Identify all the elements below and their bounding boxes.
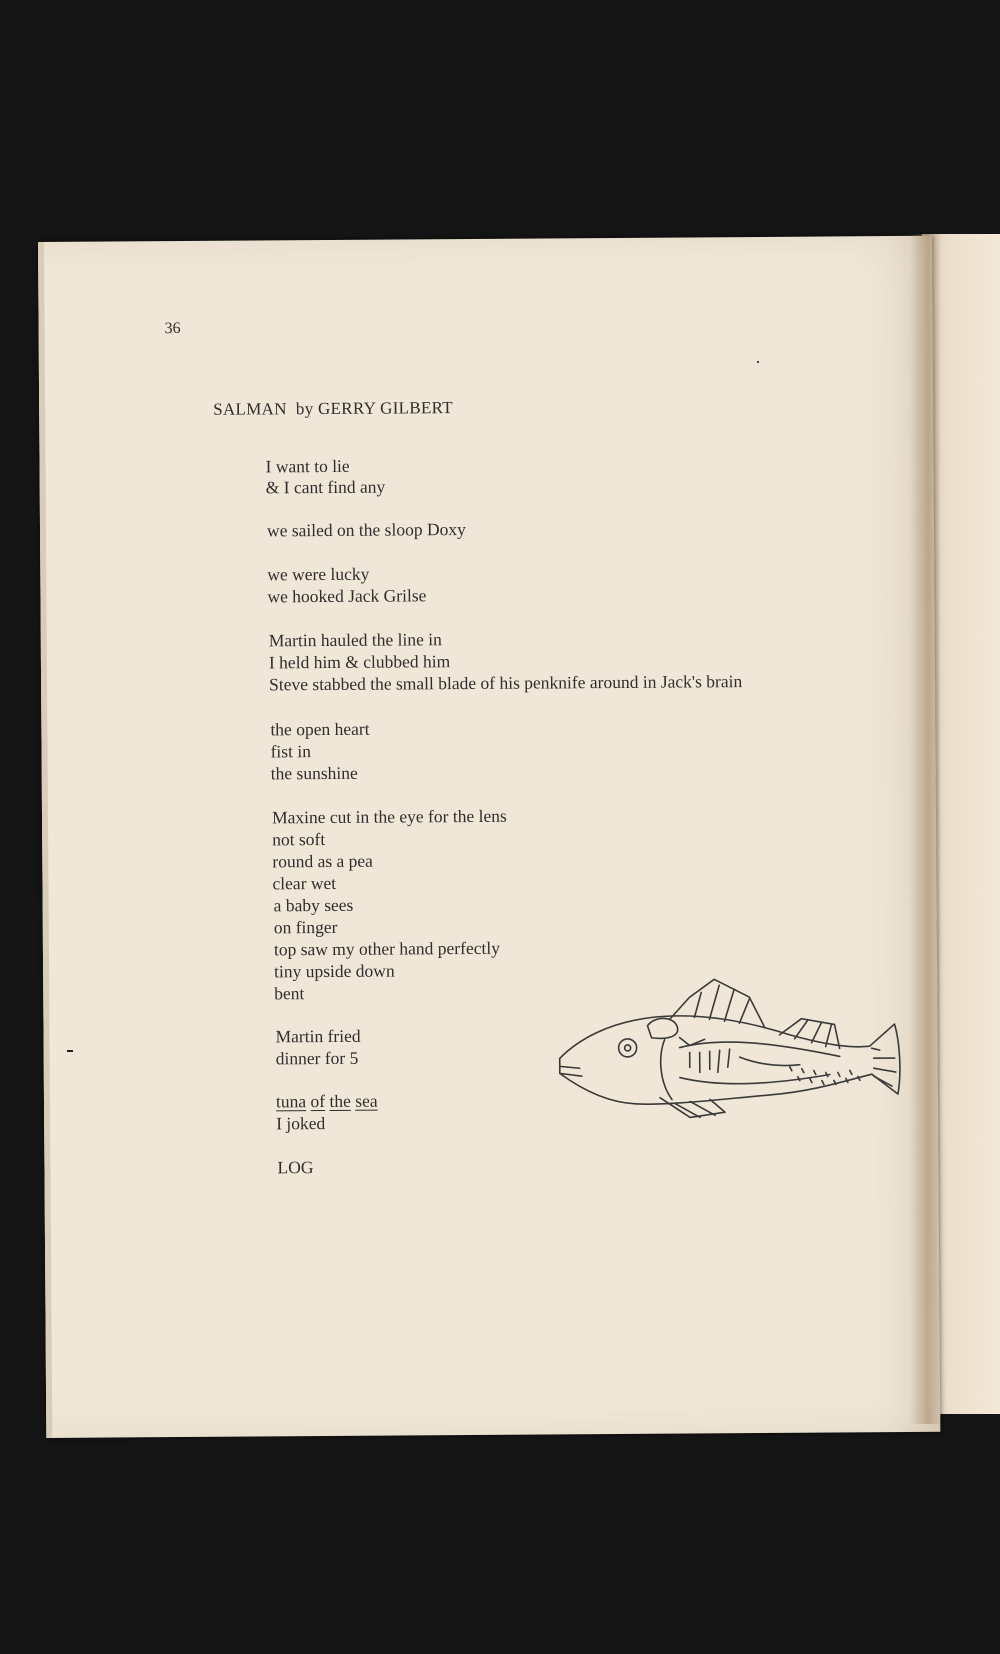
poem-line: clear wet — [272, 872, 337, 894]
underlined-word: tuna — [275, 1091, 307, 1112]
poem-line: we were lucky — [267, 563, 370, 585]
underlined-word: sea — [355, 1090, 378, 1111]
poem-line: a baby sees — [273, 894, 354, 916]
poem-line: I joked — [276, 1113, 326, 1134]
poem-line: I held him & clubbed him — [268, 651, 451, 673]
scan-dot — [757, 361, 759, 363]
page-gutter-shadow — [910, 234, 940, 1424]
poem-line: top saw my other hand perfectly — [273, 937, 500, 960]
underlined-word: the — [329, 1090, 351, 1111]
poem-line: round as a pea — [272, 850, 373, 872]
scan-speck — [67, 1050, 73, 1052]
poem-line: the open heart — [270, 718, 370, 740]
fish-sketch-illustration — [539, 976, 920, 1149]
poem-line: we sailed on the sloop Doxy — [266, 519, 466, 541]
poem-line: dinner for 5 — [275, 1047, 359, 1069]
poem-end-word: LOG — [277, 1157, 314, 1178]
poem-line: fist in — [270, 741, 311, 762]
book-spread — [38, 234, 1000, 1438]
poem-line: tiny upside down — [274, 960, 395, 982]
poem-line: Steve stabbed the small blade of his penknife around in Jack's brain — [269, 671, 743, 695]
page-number: 36 — [164, 320, 181, 338]
poem-line: we hooked Jack Grilse — [267, 585, 427, 607]
underlined-word: of — [310, 1091, 326, 1112]
poem-title: SALMAN by GERRY GILBERT — [213, 398, 454, 419]
poem-line: & I cant find any — [265, 476, 386, 498]
poem-line: on finger — [273, 916, 338, 938]
poem-line: not soft — [272, 829, 326, 850]
poem-line: Maxine cut in the eye for the lens — [271, 805, 507, 828]
poem-line: bent — [274, 983, 305, 1004]
left-page — [38, 236, 940, 1438]
underlined-line — [275, 1090, 378, 1112]
poem-line: the sunshine — [270, 762, 358, 784]
poem-line: Martin hauled the line in — [268, 629, 442, 651]
poem-line: Martin fried — [275, 1025, 361, 1047]
poem-line: I want to lie — [265, 455, 350, 477]
